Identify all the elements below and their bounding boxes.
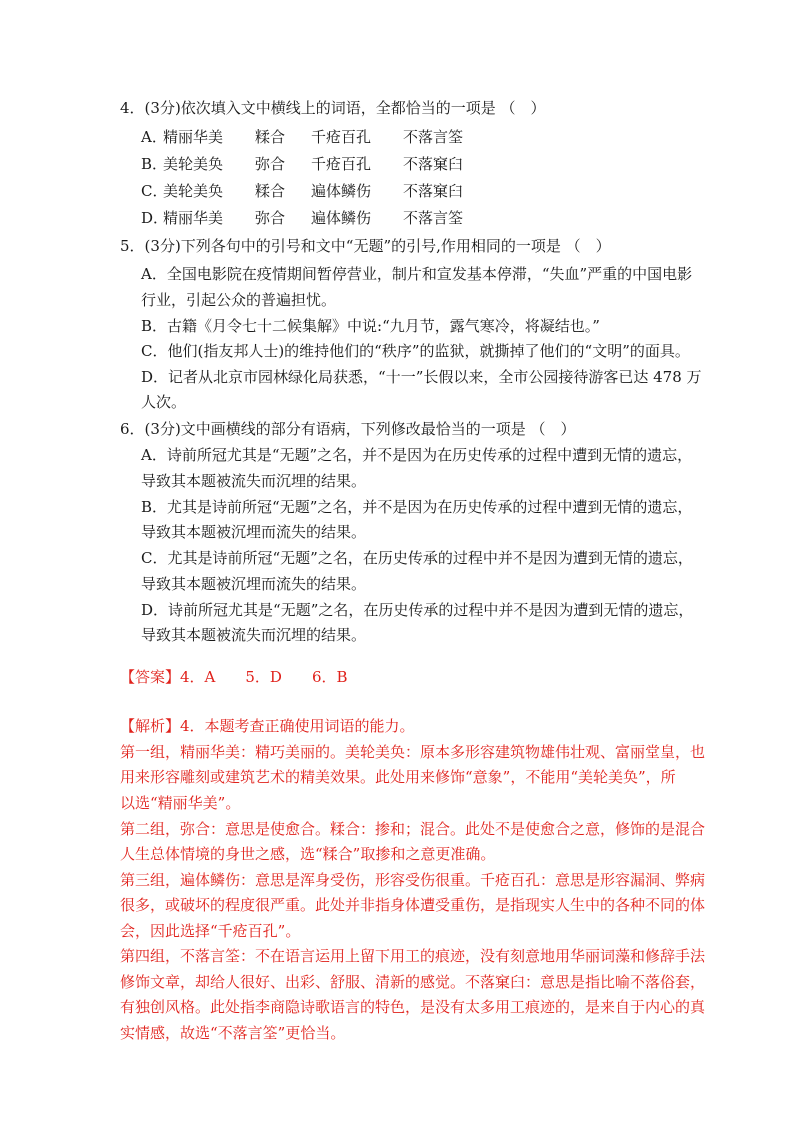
option-word-1: 精丽华美 xyxy=(163,128,224,146)
option-word-2: 糅合 xyxy=(255,182,286,200)
option-label: D． xyxy=(141,209,169,227)
analysis-line: 人生总体情境的身世之感，选“糅合”取掺和之意更准确。 xyxy=(120,845,496,863)
analysis-line: 第二组，弥合：意思是使愈合。糅合：掺和；混合。此处不是使愈合之意，修饰的是混合 xyxy=(120,820,706,838)
question-5-option-a: A．全国电影院在疫情期间暂停营业，制片和宣发基本停滞，“失血”严重的中国电影 xyxy=(141,265,693,283)
analysis-line: 有独创风格。此处指李商隐诗歌语言的特色，是没有太多用工痕迹的，是来自于内心的真 xyxy=(120,998,706,1016)
question-5-option-a-cont: 行业，引起公众的普遍担忧。 xyxy=(141,291,337,309)
question-5-option-d-cont: 人次。 xyxy=(141,393,187,411)
option-label: B． xyxy=(141,155,168,173)
option-word-2: 糅合 xyxy=(255,128,286,146)
analysis-line: 会，因此选择“千疮百孔”。 xyxy=(120,922,301,940)
option-word-4: 不落言筌 xyxy=(403,128,464,146)
question-6-option-a: A．诗前所冠尤其是“无题”之名，并不是因为在历史传承的过程中遭到无情的遗忘， xyxy=(141,446,693,464)
question-6-option-c-cont: 导致其本题被沉埋而流失的结果。 xyxy=(141,575,367,593)
question-5-option-d: D．记者从北京市园林绿化局获悉，“十一”长假以来，全市公园接待游客已达 478 万 xyxy=(141,368,702,386)
option-word-3: 遍体鳞伤 xyxy=(311,209,372,227)
analysis-line: 第一组，精丽华美：精巧美丽的。美轮美奂：原本多形容建筑物雄伟壮观、富丽堂皇，也 xyxy=(120,743,706,761)
question-6-option-b-cont: 导致其本题被沉埋而流失的结果。 xyxy=(141,523,367,541)
question-5-stem: 5．(3分)下列各句中的引号和文中“无题”的引号,作用相同的一项是 （ ） xyxy=(120,237,611,255)
analysis-line: 实情感，故选“不落言筌”更恰当。 xyxy=(120,1024,346,1042)
analysis-line: 用来形容雕刻或建筑艺术的精美效果。此处用来修饰“意象”，不能用“美轮美奂”，所 xyxy=(120,768,676,786)
analysis-line: 以选“精丽华美”。 xyxy=(120,794,241,812)
analysis-line: 第三组，遍体鳞伤：意思是浑身受伤，形容受伤很重。千疮百孔：意思是形容漏洞、弊病 xyxy=(120,871,706,889)
question-6-option-a-cont: 导致其本题被流失而沉埋的结果。 xyxy=(141,472,367,490)
question-6-option-c: C．尤其是诗前所冠“无题”之名，在历史传承的过程中并不是因为遭到无情的遗忘， xyxy=(141,549,693,567)
answer-line: 【答案】4．A 5．D 6．B xyxy=(120,668,348,686)
option-word-3: 遍体鳞伤 xyxy=(311,182,372,200)
analysis-line: 很多，或破坏的程度很严重。此处并非指身体遭受重伤，是指现实人生中的各种不同的体 xyxy=(120,896,706,914)
option-word-1: 美轮美奂 xyxy=(163,155,224,173)
analysis-line: 修饰文章，却给人很好、出彩、舒服、清新的感觉。不落窠臼：意思是指比喻不落俗套， xyxy=(120,973,706,991)
question-5-option-c: C．他们(指友邦人士)的维持他们的“秩序”的监狱，就撕掉了他们的“文明”的面具。 xyxy=(141,342,690,360)
question-6-option-d: D．诗前所冠尤其是“无题”之名，在历史传承的过程中并不是因为遭到无情的遗忘， xyxy=(141,601,694,619)
analysis-heading: 【解析】4．本题考查正确使用词语的能力。 xyxy=(120,717,415,735)
option-word-1: 精丽华美 xyxy=(163,209,224,227)
option-word-2: 弥合 xyxy=(255,155,286,173)
analysis-line: 第四组，不落言筌：不在语言运用上留下用工的痕迹，没有刻意地用华丽词藻和修辞手法 xyxy=(120,947,706,965)
option-label: C． xyxy=(141,182,168,200)
question-5-option-b: B．古籍《月令七十二候集解》中说:“九月节，露气寒冷，将凝结也。” xyxy=(141,317,600,335)
question-6-option-b: B．尤其是诗前所冠“无题”之名，并不是因为在历史传承的过程中遭到无情的遗忘， xyxy=(141,498,693,516)
question-6-option-d-cont: 导致其本题被流失而沉埋的结果。 xyxy=(141,626,367,644)
option-word-3: 千疮百孔 xyxy=(311,128,372,146)
question-4-stem: 4．(3分)依次填入文中横线上的词语，全都恰当的一项是 （ ） xyxy=(120,99,546,117)
question-6-stem: 6．(3分)文中画横线的部分有语病，下列修改最恰当的一项是 （ ） xyxy=(120,420,576,438)
option-word-3: 千疮百孔 xyxy=(311,155,372,173)
option-word-4: 不落言筌 xyxy=(403,209,464,227)
option-word-4: 不落窠臼 xyxy=(403,155,464,173)
option-word-2: 弥合 xyxy=(255,209,286,227)
option-label: A． xyxy=(141,128,167,146)
option-word-4: 不落窠臼 xyxy=(403,182,464,200)
option-word-1: 美轮美奂 xyxy=(163,182,224,200)
